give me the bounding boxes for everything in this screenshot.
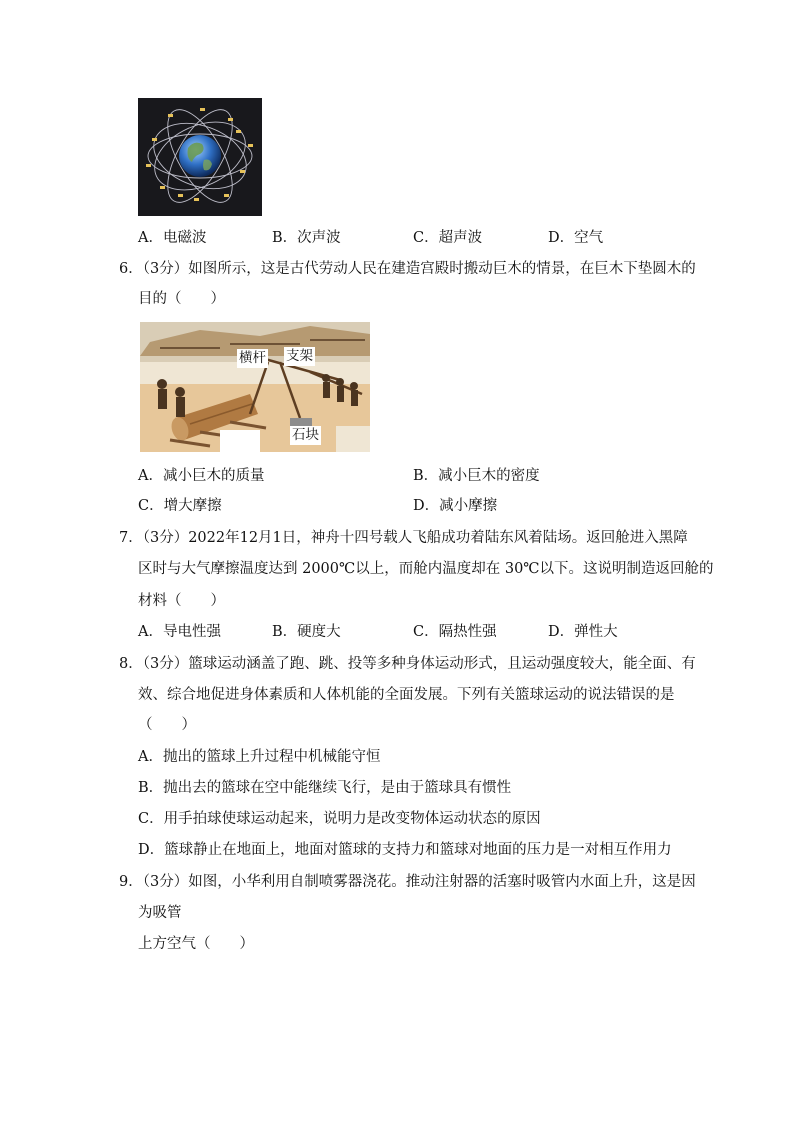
- q6-option-a: A．减小巨木的质量: [138, 468, 265, 484]
- q8-option-c: C．用手拍球使球运动起来，说明力是改变物体运动状态的原因: [138, 811, 541, 827]
- q8-stem-line3: （ ）: [138, 717, 196, 733]
- q7-option-b: B．硬度大: [272, 624, 341, 640]
- q7-option-a: A．导电性强: [138, 624, 221, 640]
- log-moving-figure: [140, 322, 370, 452]
- q9-stem-line1: 9．（3分）如图，小华利用自制喷雾器浇花。推动注射器的活塞时吸管内水面上升，这是因: [119, 874, 696, 890]
- q7-stem-line2: 区时与大气摩擦温度达到 2000℃以上，而舱内温度却在 30℃以下。这说明制造返回舱的: [138, 561, 714, 577]
- q5-option-c: C．超声波: [413, 230, 483, 246]
- q8-option-a: A．抛出的篮球上升过程中机械能守恒: [138, 749, 381, 765]
- figure-label-frame: 支架: [286, 348, 313, 364]
- q9-stem-line2: 为吸管: [138, 905, 182, 921]
- figure-label-stone: 石块: [292, 427, 319, 443]
- q5-option-d: D．空气: [548, 230, 604, 246]
- q7-stem-line3: 材料（ ）: [138, 593, 225, 609]
- q9-stem-line3: 上方空气（ ）: [138, 936, 254, 952]
- q6-option-b: B．减小巨木的密度: [413, 468, 540, 484]
- q8-stem-line1: 8．（3分）篮球运动涵盖了跑、跳、投等多种身体运动形式，且运动强度较大，能全面、有: [119, 656, 696, 672]
- q5-option-a: A．电磁波: [138, 230, 207, 246]
- q7-option-d: D．弹性大: [548, 624, 618, 640]
- q6-option-c: C．增大摩擦: [138, 498, 222, 514]
- figure-label-lever: 横杆: [239, 350, 266, 366]
- q5-option-b: B．次声波: [272, 230, 341, 246]
- satellite-orbit-illustration: [138, 98, 262, 216]
- q8-option-d: D．篮球静止在地面上，地面对篮球的支持力和篮球对地面的压力是一对相互作用力: [138, 842, 672, 858]
- satellite-orbit-figure: [138, 98, 262, 216]
- q8-stem-line2: 效、综合地促进身体素质和人体机能的全面发展。下列有关篮球运动的说法错误的是: [138, 687, 675, 703]
- log-moving-illustration: [140, 322, 370, 452]
- q6-stem-line2: 目的（ ）: [138, 291, 225, 307]
- q7-option-c: C．隔热性强: [413, 624, 497, 640]
- q6-option-d: D．减小摩擦: [413, 498, 498, 514]
- q7-stem-line1: 7．（3分）2022年12月1日，神舟十四号载人飞船成功着陆东风着陆场。返回舱进入黑障: [119, 530, 688, 546]
- q8-option-b: B．抛出去的篮球在空中能继续飞行，是由于篮球具有惯性: [138, 780, 512, 796]
- q6-stem-line1: 6．（3分）如图所示，这是古代劳动人民在建造宫殿时搬动巨木的情景，在巨木下垫圆木的: [119, 261, 696, 277]
